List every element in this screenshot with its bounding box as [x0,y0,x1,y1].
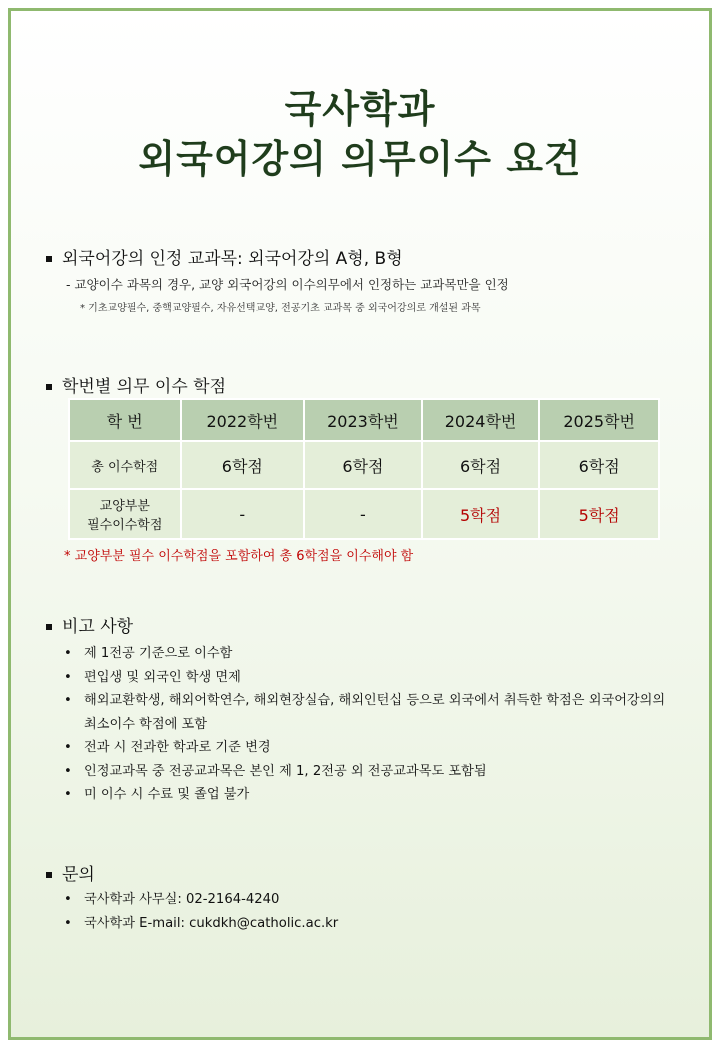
square-bullet-icon [46,384,52,390]
row-label-line1: 교양부분 [99,499,150,514]
section-remarks-heading [46,612,133,637]
table-header-cell: 2023학번 [304,399,422,441]
contact-email[interactable]: • 국사학과 E-mail: cukdkh@catholic.ac.kr [64,912,624,936]
table-header-cell: 2024학번 [422,399,540,441]
table-header-cell: 학 번 [69,399,181,441]
square-bullet-icon [46,872,52,878]
table-cell: - [181,489,305,539]
section-recognized-heading [46,244,403,269]
square-bullet-icon [46,256,52,262]
list-item: • 해외교환학생, 해외어학연수, 해외현장실습, 해외인턴십 등으로 외국에서 취득한 학점은 외국어강의의 [64,689,684,713]
contact-phone: • 국사학과 사무실: 02-2164-4240 [64,888,624,912]
page-title-line2: 외국어강의 의무이수 요건 [138,137,582,181]
table-header-row [69,399,659,441]
table-cell: 6학점 [181,441,305,489]
list-item-continuation: 최소이수 학점에 포함 [84,716,208,732]
credits-note: * 교양부분 필수 이수학점을 포함하여 총 6학점을 이수해야 함 [64,549,414,564]
row-label: 총 이수학점 [69,441,181,489]
contact-list [64,888,624,936]
list-item: • 전과 시 전과한 학과로 기준 변경 [64,736,684,760]
row-label [69,489,181,539]
list-item: • 편입생 및 외국인 학생 면제 [64,666,684,690]
table-cell: 6학점 [539,441,659,489]
table-header-cell: 2025학번 [539,399,659,441]
list-item: • 제 1전공 기준으로 이수함 [64,642,684,666]
table-cell: 5학점 [539,489,659,539]
section-recognized-note: * 기초교양필수, 중핵교양필수, 자유선택교양, 전공기초 교과목 중 외국어강의로 개설된 과목 [80,303,481,314]
table-row [69,441,659,489]
section-recognized-sub: - 교양이수 과목의 경우, 교양 외국어강의 이수의무에서 인정하는 교과목만을 인정 [66,277,509,292]
remarks-list [64,642,684,807]
table-cell: 5학점 [422,489,540,539]
square-bullet-icon [46,624,52,630]
table-header-cell: 2022학번 [181,399,305,441]
section-contact-heading [46,860,95,885]
section-recognized-heading-text: 외국어강의 인정 교과목: 외국어강의 A형, B형 [62,249,403,269]
section-contact-heading-text: 문의 [62,865,95,885]
table-cell: 6학점 [304,441,422,489]
table-cell: 6학점 [422,441,540,489]
section-remarks-heading-text: 비고 사항 [62,617,134,637]
section-credits-heading-text: 학번별 의무 이수 학점 [62,377,227,397]
row-label-line2: 필수이수학점 [87,518,163,533]
credits-table [68,398,660,540]
table-cell: - [304,489,422,539]
section-credits-heading [46,372,226,397]
table-row [69,489,659,539]
page-title-line1: 국사학과 [284,87,436,131]
list-item: • 미 이수 시 수료 및 졸업 불가 [64,783,684,807]
list-item: • 인정교과목 중 전공교과목은 본인 제 1, 2전공 외 전공교과목도 포함됨 [64,760,684,784]
